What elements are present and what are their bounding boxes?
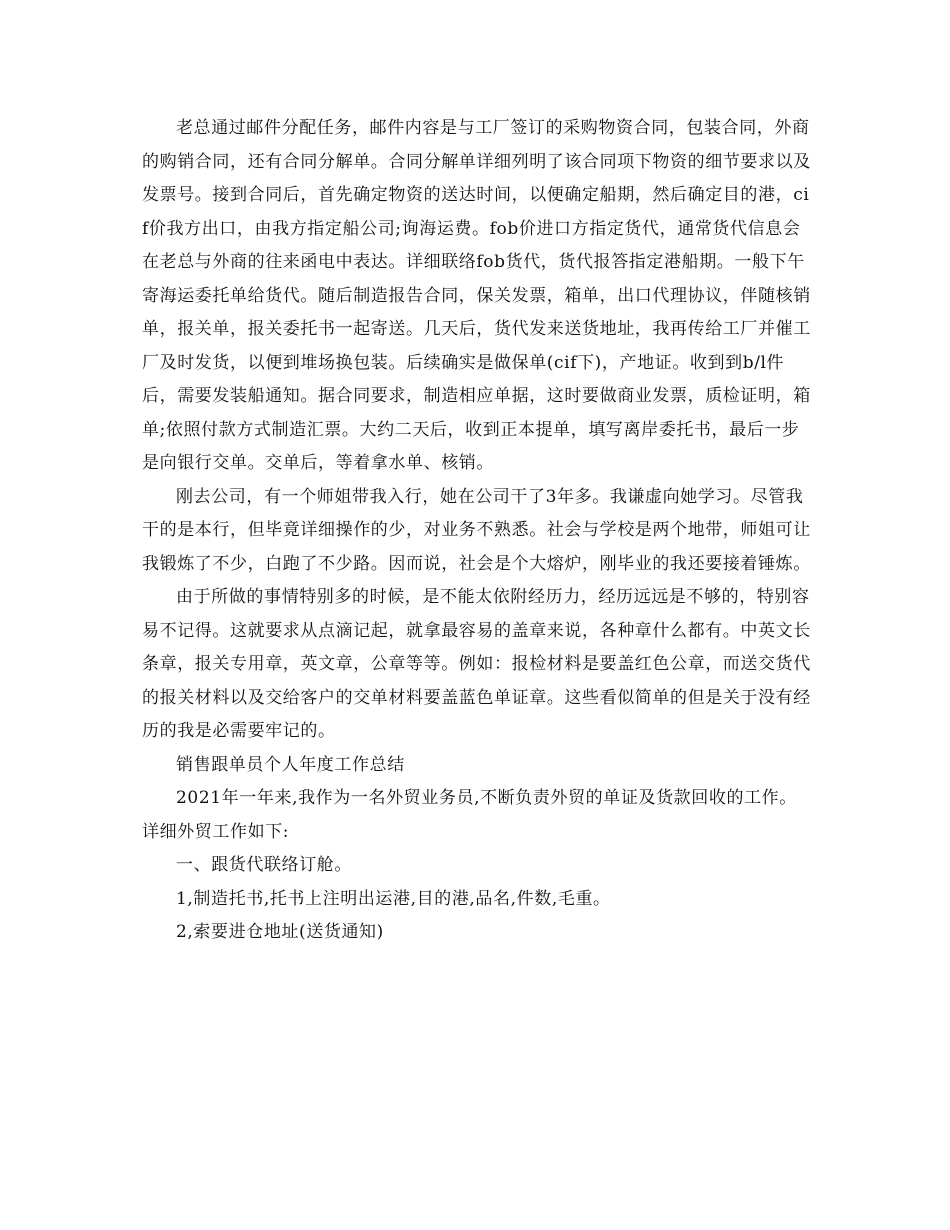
list-item-warehouse-address: 2,索要进仓地址(送货通知) <box>176 922 384 942</box>
section-title: 销售跟单员个人年度工作总结 <box>176 754 405 775</box>
list-heading-booking: 一、跟货代联络订舱。 <box>176 855 352 875</box>
paragraph-mentor: 刚去公司，有一个师姐带我入行，她在公司干了3年多。我谦虚向她学习。尽管我干的是本行，但毕竟详细操作的少，对业务不熟悉。社会与学校是两个地带，师姐可让我锻炼了不少，白跑了不少路。因而说，社会是个大熔炉，刚毕业的我还要接着锤炼。 <box>142 486 811 574</box>
list-item-booking-note: 1,制造托书,托书上注明出运港,目的港,品名,件数,毛重。 <box>176 888 611 909</box>
paragraph-stamps: 由于所做的事情特别多的时候，是不能太依附经历力，经历远远是不够的，特别容易不记得。这就要求从点滴记起，就拿最容易的盖章来说，各种章什么都有。中英文长条章，报关专用章，英文章，公章等等。例如：报检材料是要盖红色公章，而送交货代的报关材料以及交给客户的交单材料要盖蓝色单证章。这些看似简单的但是关于没有经历的我是必需要牢记的。 <box>142 587 811 741</box>
paragraph-annual-summary: 2021年一年来,我作为一名外贸业务员,不断负责外贸的单证及货款回收的工作。详细外贸工作如下: <box>142 788 797 842</box>
document-body <box>142 112 812 950</box>
paragraph-task-process: 老总通过邮件分配任务，邮件内容是与工厂签订的采购物资合同，包装合同，外商的购销合同，还有合同分解单。合同分解单详细列明了该合同项下物资的细节要求以及发票号。接到合同后，首先确定物资的送达时间，以便确定船期，然后确定目的港，cif价我方出口，由我方指定船公司;询海运费。fob价进口方指定货代，通常货代信息会在老总与外商的往来函电中表达。详细联络fob货代，货代报答指定港船期。一般下午寄海运委托单给货代。随后制造报告合同，保关发票，箱单，出口代理协议，伴随核销单，报关单，报关委托书一起寄送。几天后，货代发来送货地址，我再传给工厂并催工厂及时发货，以便到堆场换包装。后续确实是做保单(cif下)，产地证。收到到b/l件后，需要发装船通知。据合同要求，制造相应单据，这时要做商业发票，质检证明，箱单;依照付款方式制造汇票。大约二天后，收到正本提单，填写离岸委托书，最后一步是向银行交单。交单后，等着拿水单、核销。 <box>142 118 811 473</box>
